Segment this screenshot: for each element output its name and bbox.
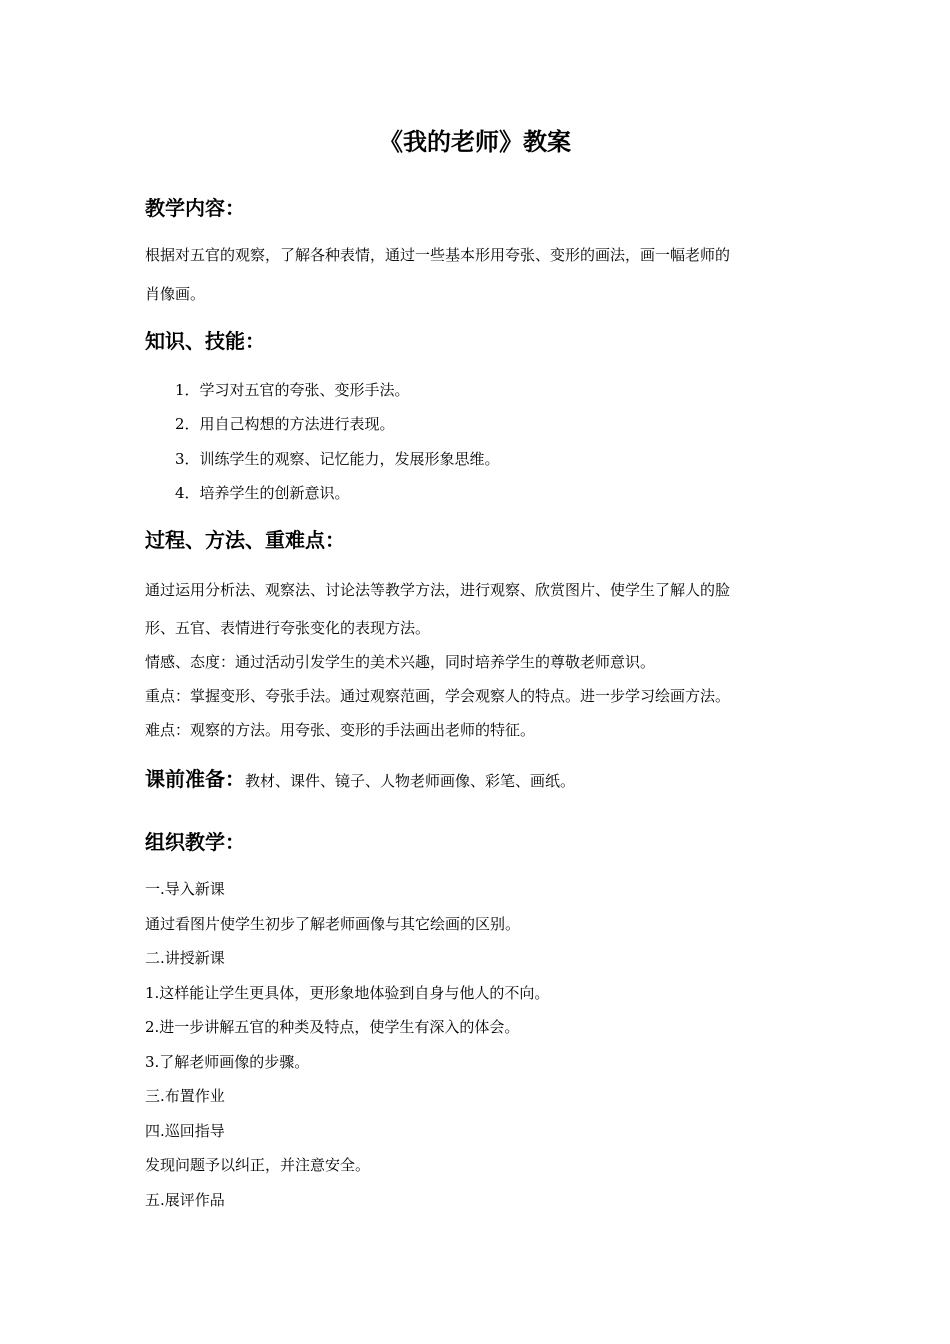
- heading-teaching-content: 教学内容：: [145, 196, 245, 220]
- preparation-block: [145, 765, 575, 795]
- process-line-1: 通过运用分析法、观察法、讨论法等教学方法，进行观察、欣赏图片、使学生了解人的脸: [145, 581, 731, 599]
- difficulties-line: 难点：观察的方法。用夸张、变形的手法画出老师的特征。: [145, 721, 536, 739]
- org-line-8: 四.巡回指导: [145, 1122, 225, 1140]
- heading-organization: 组织教学：: [145, 830, 245, 854]
- org-line-7: 三.布置作业: [145, 1087, 225, 1105]
- skills-item-4: 4．培养学生的创新意识。: [175, 484, 350, 502]
- org-line-4: 1.这样能让学生更具体，更形象地体验到自身与他人的不向。: [145, 984, 550, 1002]
- preparation-text: 教材、课件、镜子、人物老师画像、彩笔、画纸。: [245, 772, 576, 790]
- org-line-2: 通过看图片使学生初步了解老师画像与其它绘画的区别。: [145, 915, 521, 933]
- org-line-5: 2.进一步讲解五官的种类及特点，使学生有深入的体会。: [145, 1018, 520, 1036]
- skills-item-1: 1．学习对五官的夸张、变形手法。: [175, 381, 410, 399]
- content-line-2: 肖像画。: [145, 285, 206, 303]
- org-line-6: 3.了解老师画像的步骤。: [145, 1053, 310, 1071]
- key-points-line: 重点：掌握变形、夸张手法。通过观察范画，学会观察人的特点。进一步学习绘画方法。: [145, 687, 731, 705]
- org-line-10: 五.展评作品: [145, 1191, 225, 1209]
- skills-item-3: 3．训练学生的观察、记忆能力，发展形象思维。: [175, 450, 500, 468]
- org-line-9: 发现问题予以纠正，并注意安全。: [145, 1156, 371, 1174]
- content-line-1: 根据对五官的观察，了解各种表情，通过一些基本形用夸张、变形的画法，画一幅老师的: [145, 246, 731, 264]
- document-title: 《我的老师》教案: [379, 128, 571, 156]
- org-line-1: 一.导入新课: [145, 880, 225, 898]
- heading-preparation: 课前准备：: [145, 767, 245, 791]
- org-line-3: 二.讲授新课: [145, 949, 225, 967]
- attitude-line: 情感、态度：通过活动引发学生的美术兴趣，同时培养学生的尊敬老师意识。: [145, 653, 656, 671]
- heading-process-methods: 过程、方法、重难点：: [145, 528, 345, 552]
- process-line-2: 形、五官、表情进行夸张变化的表现方法。: [145, 619, 431, 637]
- heading-knowledge-skills: 知识、技能：: [145, 329, 265, 353]
- skills-item-2: 2．用自己构想的方法进行表现。: [175, 415, 395, 433]
